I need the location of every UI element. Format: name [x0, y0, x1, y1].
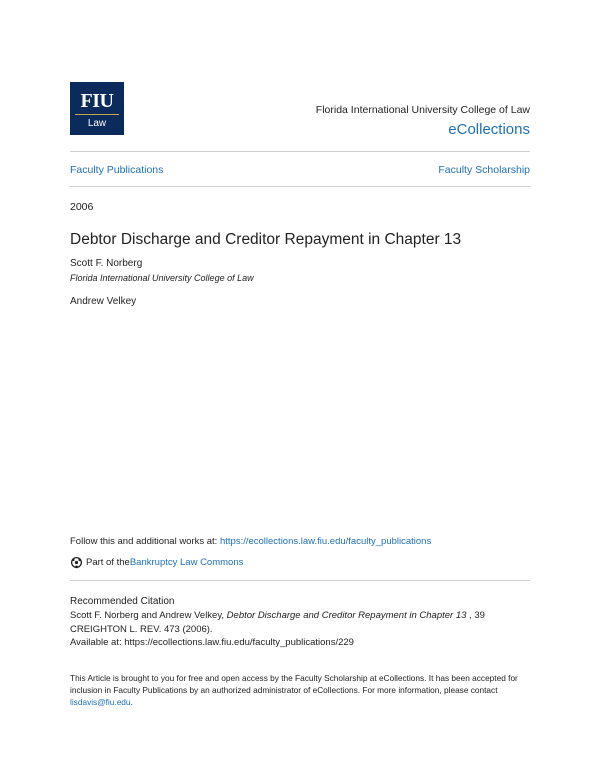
citation-body: [70, 609, 530, 650]
partof-prefix: Part of the: [86, 557, 130, 568]
commons-network-icon: [70, 556, 83, 569]
citation-available: Available at: https://ecollections.law.fiu.edu/faculty_publications/229: [70, 637, 354, 648]
follow-link[interactable]: https://ecollections.law.fiu.edu/faculty_publications: [219, 536, 432, 547]
author-1: Scott F. Norberg: [70, 258, 143, 269]
divider-top: [70, 151, 530, 152]
citation-title: Debtor Discharge and Creditor Repayment in Chapter 13: [226, 610, 467, 621]
logo-divider: [75, 114, 119, 115]
faculty-publications-link[interactable]: Faculty Publications: [70, 164, 164, 176]
citation-rest: , 39 CREIGHTON L. REV. 473 (2006).: [70, 610, 485, 635]
contact-email-link[interactable]: lisdavis@fiu.edu: [70, 697, 131, 708]
fiu-law-logo[interactable]: [70, 82, 124, 135]
citation-heading: Recommended Citation: [70, 596, 175, 607]
publication-year: 2006: [70, 201, 94, 213]
faculty-scholarship-link[interactable]: Faculty Scholarship: [438, 164, 530, 176]
citation-authors: Scott F. Norberg and Andrew Velkey,: [70, 610, 227, 621]
divider-nav: [70, 186, 530, 187]
author-1-affiliation: Florida International University College of Law: [70, 273, 254, 283]
institution-name: Florida International University College of Law: [315, 104, 530, 116]
footer-notice: [70, 672, 530, 709]
footer-text: This Article is brought to you for free and open access by the Faculty Scholarship at eCollections. It has been accepted for inclusion in Faculty Publications by an authorized administrator of eCollections. For more information, please contact: [70, 673, 518, 696]
follow-line: [70, 536, 431, 547]
footer-end: .: [130, 697, 133, 708]
logo-top-text: FIU: [80, 90, 114, 112]
follow-prefix: Follow this and additional works at:: [70, 536, 220, 547]
bankruptcy-law-commons-link[interactable]: Bankruptcy Law Commons: [129, 557, 244, 568]
logo-bottom-text: Law: [87, 118, 107, 129]
divider-citation: [70, 580, 530, 581]
part-of-line: [70, 556, 243, 569]
author-2: Andrew Velkey: [70, 296, 137, 307]
ecollections-link[interactable]: eCollections: [448, 121, 530, 138]
paper-title: Debtor Discharge and Creditor Repayment in Chapter 13: [70, 231, 462, 248]
